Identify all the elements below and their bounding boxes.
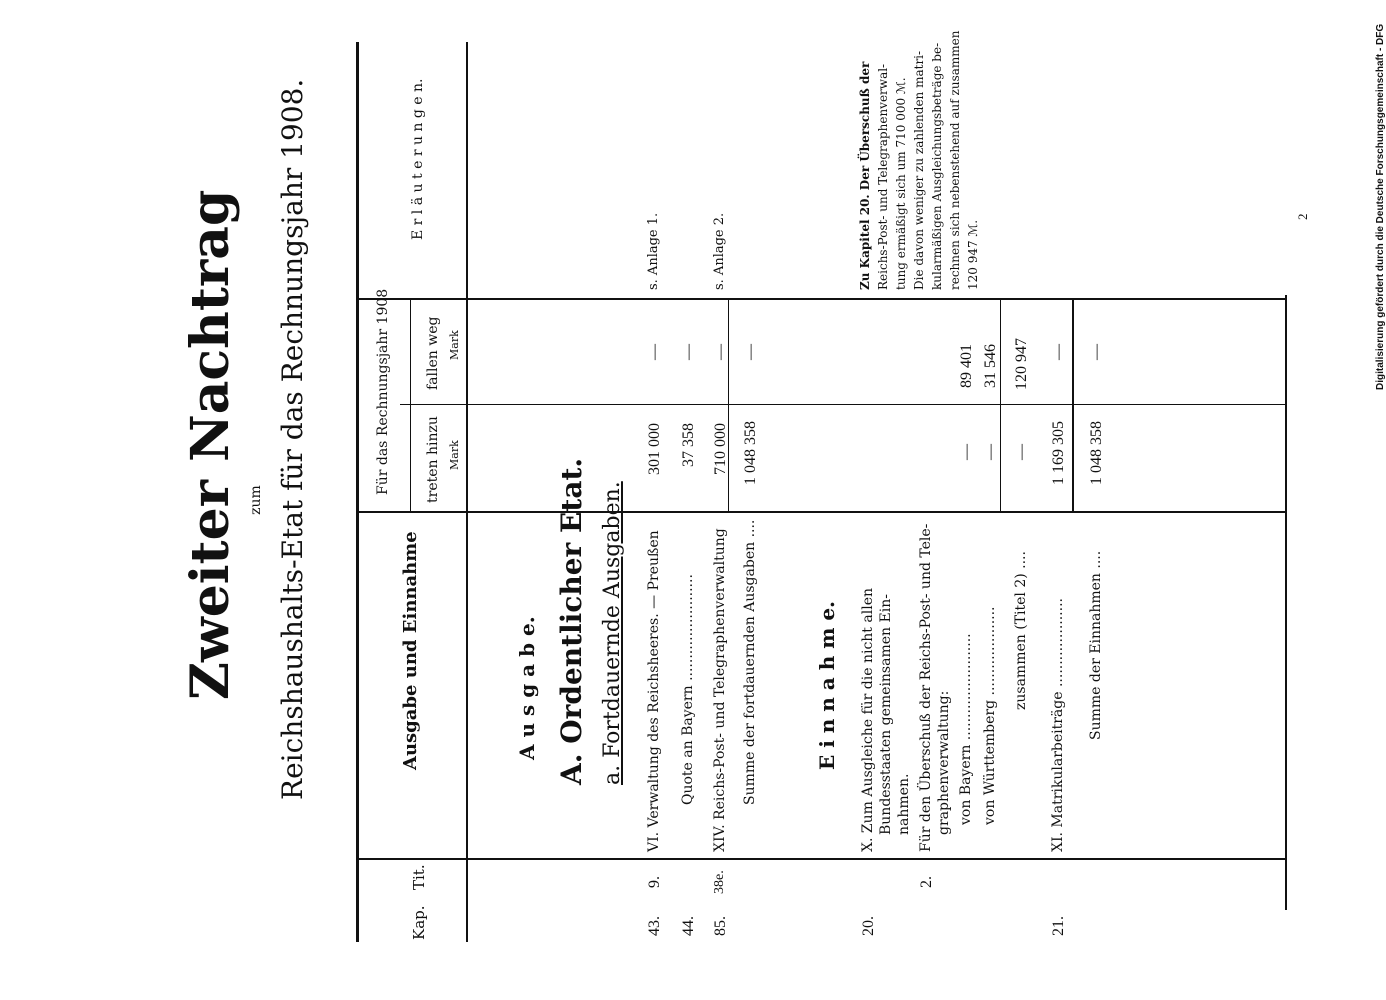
section-fortdauernde-ausgaben: a. Fortdauernde Ausgaben.: [600, 481, 625, 785]
header-drop: fallen weg: [425, 316, 441, 390]
r1-kap: 43.: [646, 916, 663, 936]
r7-add: —: [958, 444, 975, 460]
header-kap: Kap.: [410, 905, 428, 940]
rule-year-subheader: [410, 300, 411, 513]
kapitel-note-line-7: 120 947 ℳ.: [966, 219, 980, 290]
r9-add: —: [1013, 444, 1030, 460]
r8-text: von Württemberg ....................: [982, 606, 998, 825]
r11-add: 1 048 358: [1088, 421, 1105, 485]
r3-add: 710 000: [712, 423, 729, 475]
header-rule: [466, 42, 468, 942]
digitization-note: Digitalisierung gefördert durch die Deutsche Forschungsgemeinschaft - DFG: [1375, 23, 1386, 390]
r10-kap: 21.: [1050, 916, 1067, 936]
title-connector: zum: [248, 485, 264, 515]
r6-text1: Für den Überschuß der Reichs-Post- und Tele-: [918, 523, 934, 852]
kapitel-note-line-2: Reichs-Post- und Telegraphenverwal-: [876, 63, 890, 290]
r10-text: XI. Matrikularbeiträge ....................: [1050, 598, 1066, 852]
r1-note: s. Anlage 1.: [646, 212, 661, 290]
r6-text2: graphenverwaltung:: [936, 690, 952, 835]
r2-kap: 44.: [680, 916, 697, 936]
header-add-mark: Mark: [448, 440, 461, 470]
rule-subtotal: [1000, 300, 1001, 513]
r4-text: Summe der fortdauernden Ausgaben ....: [742, 519, 758, 805]
rule-sum-ausgaben: [728, 300, 729, 513]
rule-total: [1072, 300, 1074, 513]
document-subtitle: Reichshaushalts-Etat für das Rechnungsjahr 1908.: [276, 78, 309, 800]
header-add: treten hinzu: [425, 416, 441, 503]
r7-sub: 89 401: [958, 344, 975, 388]
r4-drop: —: [742, 344, 759, 360]
r5-text3: nahmen.: [896, 773, 912, 835]
r8-add: —: [982, 444, 999, 460]
r2-drop: —: [680, 344, 697, 360]
r1-drop: —: [646, 344, 663, 360]
header-tit: Tit.: [410, 864, 428, 890]
r7-text: von Bayern ........................: [958, 633, 974, 825]
header-year-group: Für das Rechnungsjahr 1908: [375, 288, 391, 495]
header-drop-mark: Mark: [448, 330, 461, 360]
r3-kap: 85.: [712, 916, 729, 936]
kapitel-note-line-1: Zu Kapitel 20. Der Überschuß der: [858, 61, 872, 290]
page-number: 2: [1295, 213, 1310, 220]
rule-kap-col: [356, 858, 1286, 860]
kapitel-note-line-3: tung ermäßigt sich um 710 000 ℳ.: [894, 77, 908, 290]
r9-text: zusammen (Titel 2) ....: [1013, 551, 1029, 710]
r8-sub: 31 546: [982, 344, 999, 388]
r10-drop: —: [1050, 344, 1067, 360]
r3-text: XIV. Reichs-Post- und Telegraphenverwaltung: [712, 528, 728, 852]
r5-text2: Bundesstaaten gemeinsamen Ein-: [878, 594, 894, 835]
kapitel-note-line-4: Die davon weniger zu zahlenden matri-: [912, 50, 926, 290]
rule-add-col: [400, 404, 1285, 405]
header-description: Ausgabe und Einnahme: [400, 531, 421, 770]
r1-add: 301 000: [646, 423, 663, 475]
rule-text-col: [356, 511, 1286, 513]
kapitel-note-line-5: kularmäßigen Ausgleichungsbeträge be-: [930, 42, 944, 290]
document-title: Zweiter Nachtrag: [180, 189, 241, 700]
table-top-rule: [356, 42, 359, 942]
rule-add-drop-divider: [1285, 295, 1287, 910]
kapitel-note-line-6: rechnen sich nebenstehend auf zusammen: [948, 30, 962, 290]
section-einnahme: E i n n a h m e.: [815, 600, 839, 770]
r3-note: s. Anlage 2.: [712, 212, 727, 290]
header-notes: E r l ä u t e r u n g e n.: [410, 78, 426, 240]
r2-text: Quote an Bayern ........................: [680, 574, 696, 805]
r2-add: 37 358: [680, 423, 697, 467]
r10-add: 1 169 305: [1050, 421, 1067, 485]
r11-text: Summe der Einnahmen ....: [1088, 550, 1104, 740]
r11-drop: —: [1088, 344, 1105, 360]
rule-notes-col: [356, 299, 466, 300]
r5-text1: X. Zum Ausgleiche für die nicht allen: [860, 588, 876, 852]
r6-tit: 2.: [918, 876, 935, 888]
r1-tit: 9.: [646, 876, 663, 888]
r5-kap: 20.: [860, 916, 877, 936]
section-ordentlicher-etat: A. Ordentlicher Etat.: [555, 457, 588, 785]
r1-text: VI. Verwaltung des Reichsheeres. — Preußen: [646, 530, 662, 852]
r4-add: 1 048 358: [742, 421, 759, 485]
r3-drop: —: [712, 344, 729, 360]
rule-drop-col: [356, 298, 1286, 300]
section-ausgabe: A u s g a b e.: [515, 616, 539, 760]
r9-drop: 120 947: [1013, 338, 1030, 390]
r3-tit: 38e.: [712, 870, 727, 894]
